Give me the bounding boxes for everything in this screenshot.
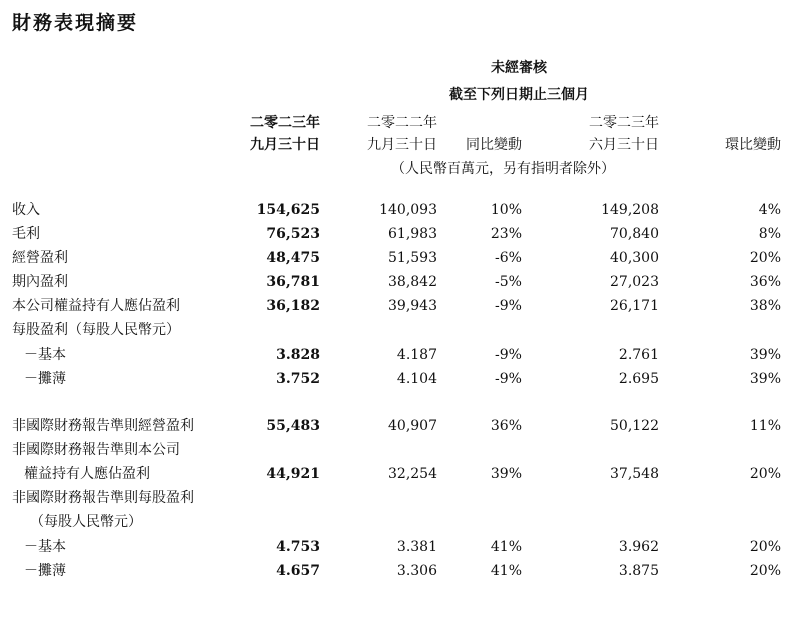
row-label: 非國際財務報告準則經營盈利 xyxy=(12,418,194,434)
value-2023q3: 4.753 xyxy=(276,539,320,555)
value-qoq: 20% xyxy=(749,250,781,266)
row-label: 收入 xyxy=(12,202,40,218)
row-label: 經營盈利 xyxy=(12,250,68,266)
table-row xyxy=(0,559,800,583)
value-2023q2: 37,548 xyxy=(610,466,659,482)
value-qoq: 20% xyxy=(749,539,781,555)
row-label: 非國際財務報告準則本公司 xyxy=(12,442,180,458)
table-row xyxy=(0,367,800,391)
value-yoy: 39% xyxy=(490,466,522,482)
value-2023q3: 3.752 xyxy=(276,371,320,387)
value-qoq: 20% xyxy=(749,466,781,482)
table-row xyxy=(0,246,800,270)
value-qoq: 11% xyxy=(749,418,781,434)
value-2022q3: 38,842 xyxy=(388,274,437,290)
value-qoq: 20% xyxy=(749,563,781,579)
value-2023q3: 154,625 xyxy=(256,202,320,218)
value-2022q3: 61,983 xyxy=(388,226,437,242)
value-qoq: 4% xyxy=(758,202,781,218)
header-period: 截至下列日期止三個月 xyxy=(449,87,589,103)
value-2023q2: 50,122 xyxy=(610,418,659,434)
value-2022q3: 32,254 xyxy=(388,466,437,482)
header-col2-year: 二零二二年 xyxy=(367,115,437,131)
value-2022q3: 3.306 xyxy=(396,563,437,579)
table-row xyxy=(0,198,800,222)
row-label: 毛利 xyxy=(12,226,40,242)
value-2023q2: 40,300 xyxy=(610,250,659,266)
row-label: （每股人民幣元） xyxy=(30,514,142,530)
value-yoy: -9% xyxy=(495,347,522,363)
value-yoy: 41% xyxy=(490,563,522,579)
header-col3: 同比變動 xyxy=(466,137,522,153)
value-yoy: 36% xyxy=(490,418,522,434)
value-yoy: 23% xyxy=(490,226,522,242)
value-2023q3: 44,921 xyxy=(266,466,320,482)
value-2023q2: 3.875 xyxy=(618,563,659,579)
value-2022q3: 39,943 xyxy=(388,298,437,314)
value-qoq: 39% xyxy=(749,371,781,387)
value-yoy: -9% xyxy=(495,371,522,387)
value-2022q3: 40,907 xyxy=(388,418,437,434)
value-yoy: 10% xyxy=(490,202,522,218)
table-row xyxy=(0,270,800,294)
table-row xyxy=(0,222,800,246)
value-2022q3: 4.104 xyxy=(396,371,437,387)
value-2023q3: 76,523 xyxy=(266,226,320,242)
value-2023q3: 3.828 xyxy=(276,347,320,363)
value-2022q3: 3.381 xyxy=(396,539,437,555)
value-qoq: 8% xyxy=(758,226,781,242)
value-yoy: -9% xyxy=(495,298,522,314)
value-2023q2: 2.761 xyxy=(618,347,659,363)
header-unit-note: （人民幣百萬元，另有指明者除外） xyxy=(391,161,615,177)
row-label: －攤薄 xyxy=(24,371,66,387)
header-unaudited: 未經審核 xyxy=(491,60,547,76)
table-row xyxy=(0,318,800,342)
value-2023q2: 3.962 xyxy=(618,539,659,555)
row-label: －攤薄 xyxy=(24,563,66,579)
value-yoy: 41% xyxy=(490,539,522,555)
value-2023q3: 36,781 xyxy=(266,274,320,290)
header-col4-date: 六月三十日 xyxy=(589,137,659,153)
value-2023q3: 55,483 xyxy=(266,418,320,434)
table-row xyxy=(0,462,800,486)
row-label: －基本 xyxy=(24,347,66,363)
table-row xyxy=(0,510,800,534)
row-label: 期內盈利 xyxy=(12,274,68,290)
value-yoy: -6% xyxy=(495,250,522,266)
value-2023q3: 36,182 xyxy=(266,298,320,314)
value-2023q2: 2.695 xyxy=(618,371,659,387)
table-row xyxy=(0,438,800,462)
value-2023q2: 26,171 xyxy=(610,298,659,314)
value-qoq: 38% xyxy=(749,298,781,314)
value-2023q3: 48,475 xyxy=(266,250,320,266)
row-label: －基本 xyxy=(24,539,66,555)
header-col5: 環比變動 xyxy=(725,137,781,153)
page-title: 財務表現摘要 xyxy=(12,12,139,34)
header-col1-date: 九月三十日 xyxy=(250,137,320,153)
table-row xyxy=(0,343,800,367)
header-col2-date: 九月三十日 xyxy=(367,137,437,153)
value-2023q2: 27,023 xyxy=(610,274,659,290)
table-row xyxy=(0,486,800,510)
table-row xyxy=(0,414,800,438)
row-label: 本公司權益持有人應佔盈利 xyxy=(12,298,180,314)
row-label: 權益持有人應佔盈利 xyxy=(24,466,150,482)
header-col4-year: 二零二三年 xyxy=(589,115,659,131)
value-2022q3: 140,093 xyxy=(379,202,437,218)
table-row xyxy=(0,535,800,559)
header-col1-year: 二零二三年 xyxy=(250,115,320,131)
value-2023q2: 70,840 xyxy=(610,226,659,242)
value-2022q3: 4.187 xyxy=(396,347,437,363)
value-qoq: 36% xyxy=(749,274,781,290)
value-2023q3: 4.657 xyxy=(276,563,320,579)
value-yoy: -5% xyxy=(495,274,522,290)
table-row xyxy=(0,294,800,318)
row-label: 每股盈利（每股人民幣元） xyxy=(12,322,180,338)
value-2022q3: 51,593 xyxy=(388,250,437,266)
row-label: 非國際財務報告準則每股盈利 xyxy=(12,490,194,506)
value-qoq: 39% xyxy=(749,347,781,363)
value-2023q2: 149,208 xyxy=(601,202,659,218)
